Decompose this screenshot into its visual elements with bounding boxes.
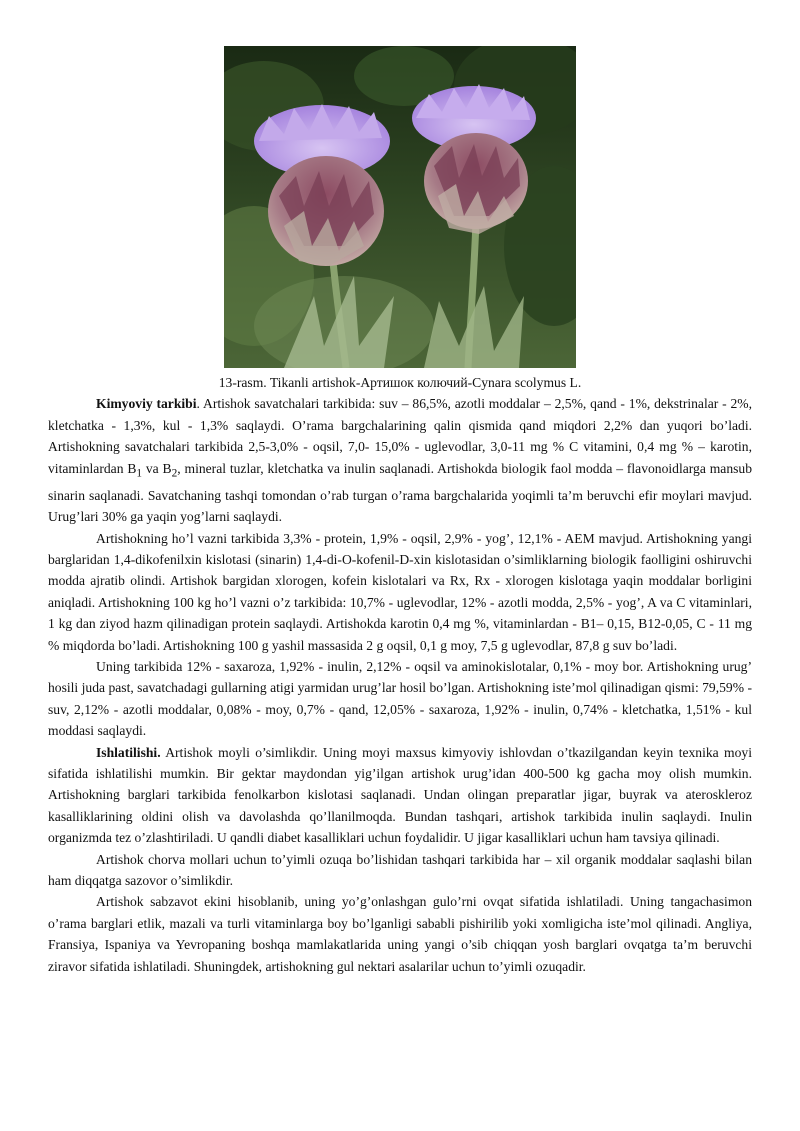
section-heading-chemical-composition: Kimyoviy tarkibi: [96, 396, 197, 412]
paragraph-composition-sugars: Uning tarkibida 12% - saxaroza, 1,92% - inulin, 2,12% - oqsil va aminokislotalar, 0,1% - moy bor. Artishokning urug’ hosili juda past, savatchadagi gullarning atigi yarmidan urug’lar hosil bo’lgan. Artishokning iste’mol qilinadigan qismi: 79,59% - suv, 2,12% - azotli moddalar, 0,08% - moy, 0,7% - qand, 12,05% - saxaroza, 1,92% - inulin, 0,74% - kletchatka, 1,51% - kul moddasi saqlaydi.: [48, 659, 752, 739]
paragraph-livestock-feed: Artishok chorva mollari uchun to’yimli ozuqa bo’lishidan tashqari tarkibida har – xil organik moddalar saqlashi bilan ham diqqatga sazovor o’simlikdir.: [48, 851, 752, 889]
paragraph-text: . Artishok savatchalari tarkibida: suv – 86,5%, azotli moddalar – 2,5%, qand - 1%, dekstrinalar - 2%, kletchatka - 1,3%, kul - 1,3% saqlaydi. O’rama bargchalarining qalin qismida qand miqdori 2,2% dan yuqori bo’ladi. Artishokning savatchalari tarkibida 2,5-3,0% - oqsil, 7,0- 15,0% - uglevodlar, 3,0-11 mg % C vitamini, 0,4 mg % – karotin, vitaminlardan B: [48, 396, 753, 476]
paragraph-text: Artishok moyli o’simlikdir. Uning moyi maxsus kimyoviy ishlovdan o’tkazilgandan keyin texnika moyi sifatida ishlatilishi mumkin. Bir gektar maydondan yig’ilgan artishok urug’idan 400-500 kg gacha moy olish mumkin. Artishokning barglari tarkibida fenolkarbon kislotasi saqlanadi. Undan olingan preparatlar jigar, buyrak va aterosklеroz kasalliklarining oldini olish va davolashda qo’llanilmoqda. Bundan tashqari, artishok tarkibida inulin saqlaydi. Inulin organizmda tez o’zlashtiriladi. U qandli diabet kasalliklari uchun foydalidir. U jigar kasalliklari uchun ham tavsiya qilinadi.: [48, 744, 752, 846]
paragraph-text: va B: [142, 460, 172, 476]
paragraph-vegetable-use: Artishok sabzavot ekini hisoblanib, uning yo’g’onlashgan gulo’rni ovqat sifatida ishlatiladi. Uning tangachasimon o’rama barglari etlik, mazali va turli vitaminlarga boy bo’lganligi sababli pishirilib yoki xomligicha iste’mol qilinadi. Angliya, Fransiya, Ispaniya va Yevropaning boshqa mamlakatlarida uning yangi o’sib chiqqan yosh barglari ovqatga ta’m beruvchi ziravor sifatida ishlatiladi. Shuningdek, artishokning gul nektari asalarilar uchun to’yimli ozuqadir.: [48, 894, 752, 974]
figure-caption: 13-rasm. Tikanli artishok-Артишок колючий-Cynara scolymus L.: [218, 375, 582, 390]
document-page: [48, 46, 752, 977]
subscript: 2: [171, 467, 178, 480]
artichoke-photo: [224, 46, 576, 368]
section-heading-usage: Ishlatilishi.: [96, 744, 161, 760]
paragraph-chemical-composition: [48, 393, 752, 527]
paragraph-usage: [48, 742, 752, 849]
subscript: 1: [136, 467, 143, 480]
paragraph-fresh-weight: Artishokning ho’l vazni tarkibida 3,3% - protein, 1,9% - oqsil, 2,9% - yog’, 12,1% - AEM mavjud. Artishokning yangi barglaridan 1,4-dikofenilxin kislotasi (sinarin) 1,4-di-O-kofenil-D-xin kislotasidan o’simliklarning biologik faolligini oshiruvchi modda ajratib olindi. Artishok bargidan xlorogen, kofein kislotalari va Rx, Rx - xlorogen kislotaga yaqin moddalar borligini aniqladi. Artishokning 100 kg ho’l vazni o’z tarkibida: 10,7% - uglevodlar, 12% - azotli modda, 2,5% - yog’, A va C vitaminlari, 1 kg dan ziyod hazm qilinadigan protein saqlaydi. Artishokda karotin 0,4 mg %, vitaminlardan - B1– 0,15, B12-0,05, C - 11 mg % miqdorda bo’ladi. Artishokning 100 g yashil massasida 2 g oqsil, 0,1 g moy, 7,5 g uglevodlar, 87,8 g suv bo’ladi.: [48, 530, 752, 653]
paragraph-text: , mineral tuzlar, kletchatka va inulin saqlanadi. Artishokda biologik faol modda – flavonoidlarga mansub sinarin saqlanadi. Savatchaning tashqi tomondan o’rab turgan o’rama bargchalarida yoqimli ta’m beruvchi efir moylari mavjud. Urug’lari 30% ga yaqin yog’larni saqlaydi.: [48, 460, 752, 525]
